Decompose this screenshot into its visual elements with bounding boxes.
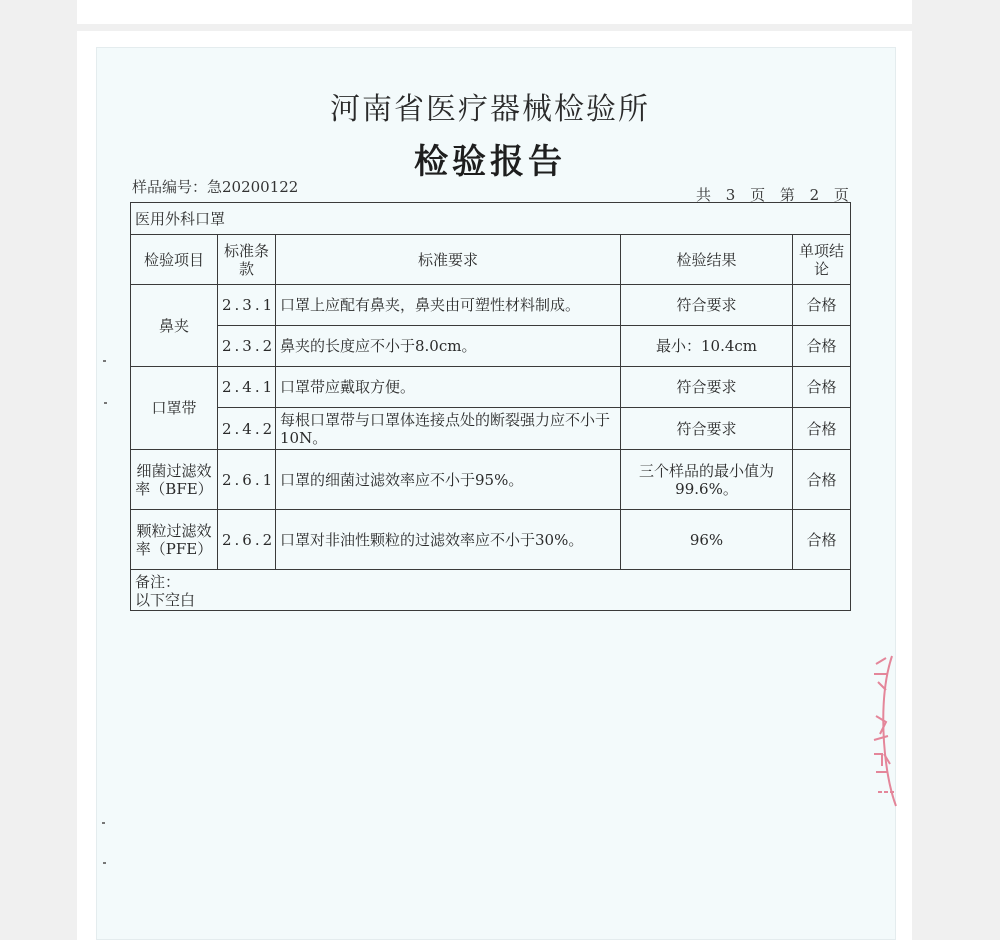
remarks-label: 备注： [135,573,181,591]
result-cell: 96% [621,510,793,570]
result-cell: 符合要求 [621,285,793,326]
report-title: 检验报告 [414,142,566,182]
institute-name: 河南省医疗器械检验所 [330,92,650,127]
previous-page-card [77,0,912,24]
table-row [131,408,851,450]
table-row [131,450,851,510]
inspection-table [130,202,851,611]
conclusion-cell: 合格 [793,510,851,570]
scan-speck [102,822,105,824]
table-row [131,285,851,326]
table-row [131,367,851,408]
official-seal-fragment [862,650,898,810]
requirement-cell: 鼻夹的长度应不小于8.0cm。 [276,326,621,367]
remarks-row [131,570,851,611]
scan-speck [103,360,106,362]
clause-cell: 2.4.1 [218,367,276,408]
page-count: 共 3 页 第 2 页 [696,186,851,204]
requirement-cell: 口罩上应配有鼻夹，鼻夹由可塑性材料制成。 [276,285,621,326]
conclusion-cell: 合格 [793,450,851,510]
requirement-cell: 每根口罩带与口罩体连接点处的断裂强力应不小于10N。 [276,408,621,450]
remarks-text: 以下空白 [135,591,196,609]
table-row [131,326,851,367]
sample-number: 样品编号：急20200122 [132,178,299,196]
product-name: 医用外科口罩 [131,203,851,235]
header-item: 检验项目 [131,235,218,285]
conclusion-cell: 合格 [793,285,851,326]
header-result: 检验结果 [621,235,793,285]
scan-speck [103,862,106,864]
item-cell: 细菌过滤效率（BFE） [131,450,218,510]
remarks-cell [131,570,851,611]
conclusion-cell: 合格 [793,367,851,408]
requirement-cell: 口罩的细菌过滤效率应不小于95%。 [276,450,621,510]
header-requirement: 标准要求 [276,235,621,285]
result-cell: 三个样品的最小值为99.6%。 [621,450,793,510]
item-cell: 颗粒过滤效率（PFE） [131,510,218,570]
result-cell: 符合要求 [621,367,793,408]
requirement-cell: 口罩对非油性颗粒的过滤效率应不小于30%。 [276,510,621,570]
clause-cell: 2.6.1 [218,450,276,510]
clause-cell: 2.6.2 [218,510,276,570]
header-conclusion: 单项结论 [793,235,851,285]
conclusion-cell: 合格 [793,326,851,367]
table-row [131,510,851,570]
clause-cell: 2.3.1 [218,285,276,326]
clause-cell: 2.4.2 [218,408,276,450]
clause-cell: 2.3.2 [218,326,276,367]
item-cell: 口罩带 [131,367,218,450]
scan-speck [104,402,107,404]
result-cell: 符合要求 [621,408,793,450]
conclusion-cell: 合格 [793,408,851,450]
result-cell: 最小：10.4cm [621,326,793,367]
item-cell: 鼻夹 [131,285,218,367]
header-clause: 标准条款 [218,235,276,285]
requirement-cell: 口罩带应戴取方便。 [276,367,621,408]
